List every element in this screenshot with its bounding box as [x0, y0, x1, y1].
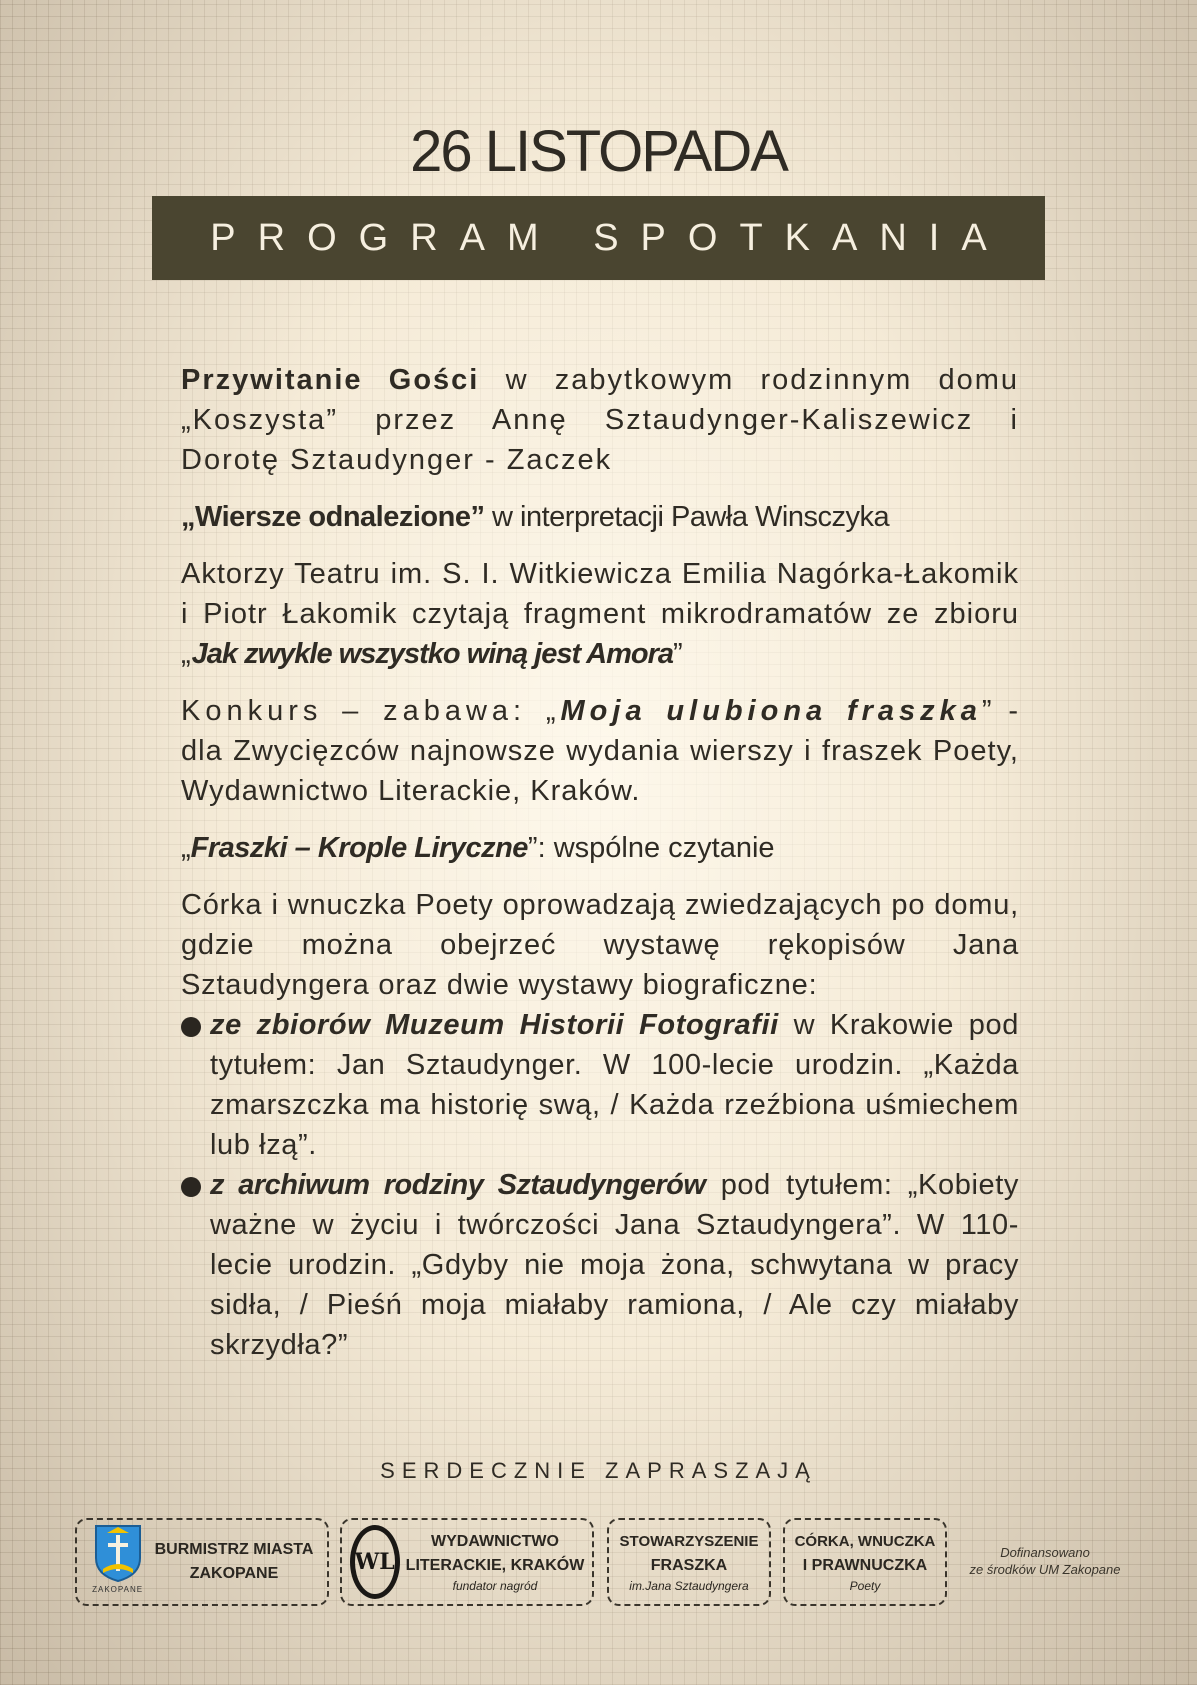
publisher-text [406, 1530, 585, 1594]
actors-close: ” [673, 638, 684, 670]
invitation-heading: SERDECZNIE ZAPRASZAJĄ [380, 1458, 817, 1483]
association-text [620, 1530, 759, 1594]
contest-title: Moja ulubiona fraszka [560, 695, 982, 727]
bullet-dot [181, 1017, 201, 1037]
reading-title: Fraszki – Krople Liryczne [190, 832, 528, 864]
exhibition-item [181, 1005, 1019, 1165]
funding-line1: Dofinansowano [1000, 1545, 1090, 1560]
welcome-text: w zabytkowym rodzinnym domu „Koszysta” przez Annę Sztaudynger-Kaliszewicz i Dorotę Sztaudynger - Zaczek [181, 364, 1019, 476]
organizer-publisher [340, 1518, 594, 1606]
publisher-line2: LITERACKIE, KRAKÓW [405, 1557, 585, 1574]
publisher-line1: WYDAWNICTWO [431, 1533, 559, 1550]
organizer-family [783, 1518, 947, 1606]
program-item-actors [181, 554, 1019, 674]
exhibition-source: z archiwum rodziny Sztaudyngerów [210, 1169, 706, 1201]
crest-icon [93, 1523, 143, 1583]
program-item-reading [181, 828, 1019, 868]
wl-logo-icon: WL [350, 1525, 400, 1599]
organizer-mayor [75, 1518, 329, 1606]
crest-label: ZAKOPANE [92, 1585, 144, 1594]
exhibition-source: ze zbiorów Muzeum Historii Fotografii [210, 1009, 779, 1041]
association-sub: im.Jana Sztaudyngera [629, 1579, 749, 1593]
contest-post: ” - [981, 695, 1019, 727]
funding-line2: ze środków UM Zakopane [969, 1562, 1121, 1577]
contest-text: dla Zwycięzców najnowsze wydania wierszy i fraszek Poety, Wydawnictwo Literackie, Kraków. [181, 735, 1019, 807]
association-line1: STOWARZYSZENIE [619, 1533, 759, 1550]
poems-bold: „Wiersze odnalezione” [181, 501, 485, 533]
exhibition-text: pod tytułem: „Kobiety ważne w życiu i twórczości Jana Sztaudyngera”. W 110-lecie urodzin. „Gdyby nie moja żona, schwytana w pracy sidła, / Pieśń moja miałaby ramiona, / Ale czy miałaby skrzydła?” [210, 1169, 1019, 1361]
program-item-tour [181, 885, 1019, 1005]
program-banner [152, 196, 1045, 280]
reading-pre: „ [181, 832, 191, 864]
program-item-welcome [181, 360, 1019, 480]
zakopane-crest [91, 1523, 145, 1601]
family-line2: I PRAWNUCZKA [802, 1557, 928, 1574]
program-item-contest [181, 691, 1019, 811]
association-line2: FRASZKA [650, 1557, 728, 1574]
program-item-poems [181, 497, 1019, 537]
family-sub: Poety [849, 1579, 881, 1593]
actors-title: Jak zwykle wszystko winą jest Amora [191, 638, 673, 670]
program-banner-title: PROGRAM SPOTKANIA [210, 216, 1009, 259]
funding-note [955, 1544, 1135, 1578]
program-content [181, 360, 1019, 1365]
reading-post: ”: wspólne czytanie [527, 832, 775, 864]
mayor-line2: ZAKOPANE [189, 1565, 279, 1582]
actors-text: Aktorzy Teatru im. S. I. Witkiewicza Emilia Nagórka-Łakomik i Piotr Łakomik czytają fragment mikrodramatów ze zbioru „ [181, 558, 1019, 670]
poems-text: w interpretacji Pawła Winsczyka [484, 501, 890, 533]
exhibition-text: w Krakowie pod tytułem: Jan Sztaudynger. W 100-lecie urodzin. „Każda zmarszczka ma historię swą, / Każda rzeźbiona uśmiechem lub łzą”. [210, 1009, 1019, 1161]
family-line1: CÓRKA, WNUCZKA [794, 1533, 936, 1550]
welcome-bold: Przywitanie Gości [181, 364, 480, 396]
publisher-sub: fundator nagród [452, 1579, 538, 1593]
family-text [795, 1530, 936, 1594]
exhibition-item [181, 1165, 1019, 1365]
contest-pre: Konkurs – zabawa: „ [181, 695, 561, 727]
tour-text: Córka i wnuczka Poety oprowadzają zwiedzających po domu, gdzie można obejrzeć wystawę rękopisów Jana Sztaudyngera oraz dwie wystawy biograficzne: [181, 889, 1019, 1001]
event-date: 26 LISTOPADA [410, 119, 787, 184]
mayor-line1: BURMISTRZ MIASTA [154, 1541, 314, 1558]
bullet-dot [181, 1177, 201, 1197]
mayor-text [155, 1538, 314, 1586]
organizer-association [607, 1518, 771, 1606]
